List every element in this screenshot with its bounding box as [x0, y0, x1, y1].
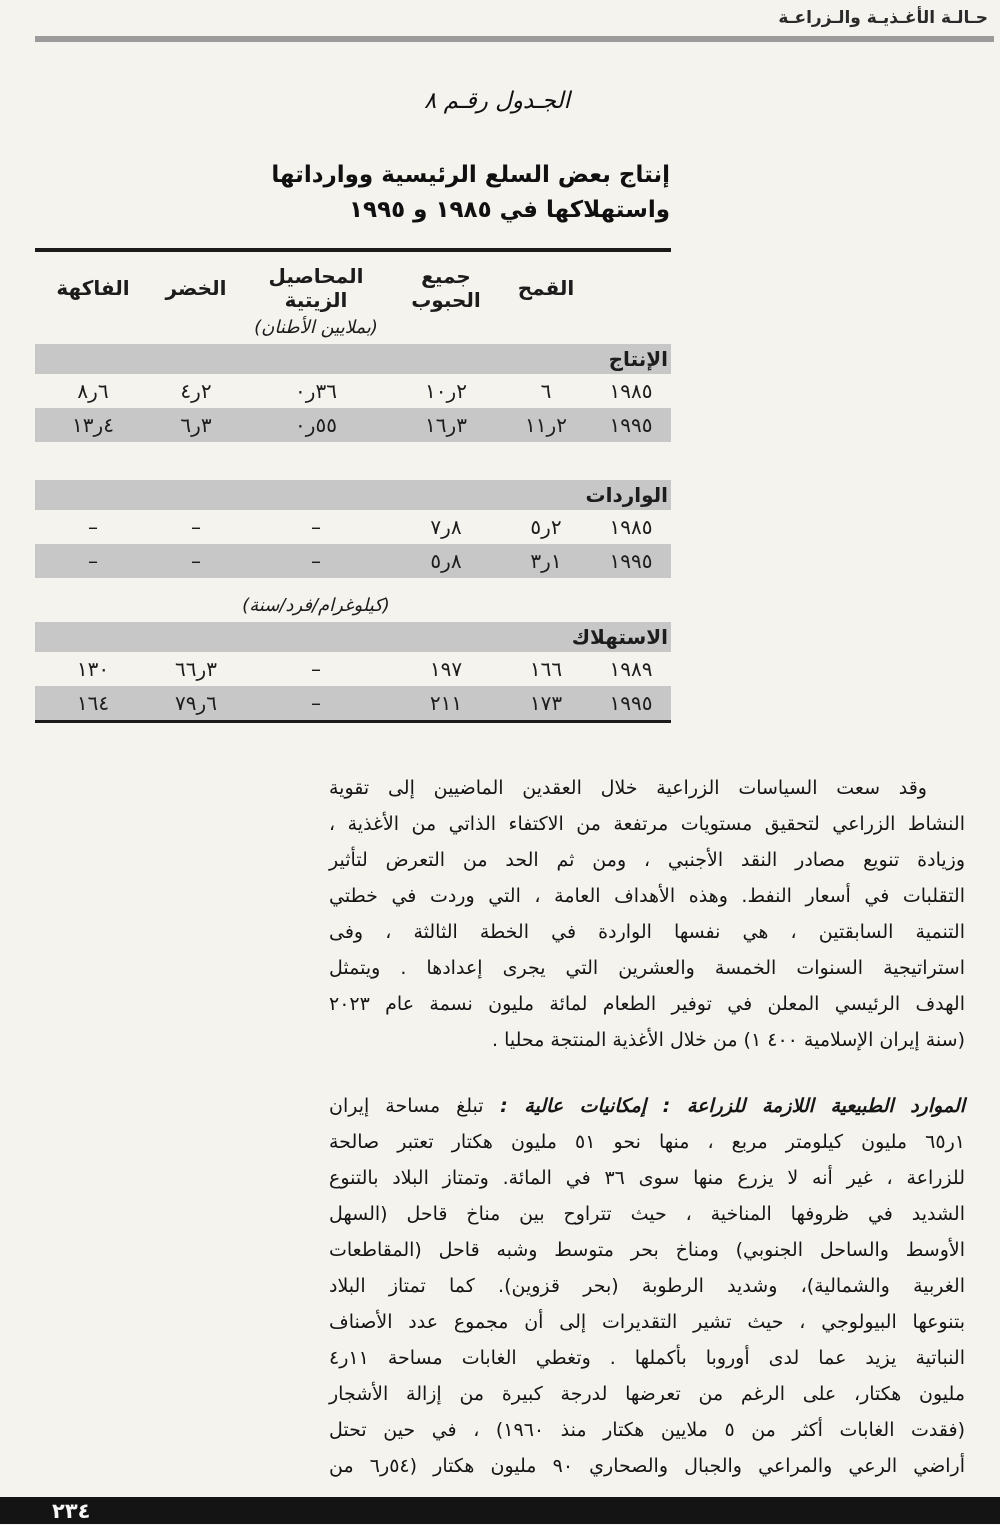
cereals-cell: ٣ر١٦: [425, 413, 467, 437]
body-paragraph-1: [329, 770, 965, 1058]
wheat-cell: ٢ر٥: [530, 515, 562, 539]
year-cell: ١٩٩٥: [609, 691, 653, 715]
table-row-production-1995: [35, 408, 671, 442]
cereals-cell: ٢١١: [429, 691, 463, 715]
col-header-year: [591, 276, 671, 288]
unit-label-million-tons: (بملايين الأطنان): [254, 316, 378, 338]
oilcrops-cell: ٥٥ر٠: [295, 413, 337, 437]
oilcrops-cell: –: [311, 657, 321, 681]
table-header-row: [35, 252, 671, 312]
vegetables-cell: ٦ر٧٩: [175, 691, 217, 715]
table-unit-row-tons: [35, 312, 671, 342]
oilcrops-cell: –: [311, 515, 321, 539]
table-caption: الجـدول رقـم ٨: [423, 88, 570, 114]
text-line: النشاط الزراعي لتحقيق مستويات مرتفعة من الاكتفاء الذاتي من الأغذية ،: [329, 813, 965, 835]
text-line: التنمية السابقتين ، هي نفسها الواردة في الخطة الثالثة ، وفى: [329, 921, 965, 943]
vegetables-cell: –: [191, 515, 201, 539]
cereals-cell: ٢ر١٠: [425, 379, 467, 403]
commodity-table: [35, 248, 671, 723]
text-line: (سنة إيران الإسلامية ٤٠٠ ١) من خلال الأغذية المنتجة محليا .: [492, 1029, 965, 1051]
section-band-production: [35, 344, 671, 374]
table-row-production-1985: [35, 374, 671, 408]
table-section-gap: [35, 442, 671, 478]
wheat-cell: ١٦٦: [529, 657, 563, 681]
text-line: وقد سعت السياسات الزراعية خلال العقدين الماضيين إلى تقوية: [329, 777, 927, 799]
table-row-imports-1995: [35, 544, 671, 578]
section-label: الواردات: [585, 483, 668, 507]
wheat-cell: ٢ر١١: [525, 413, 567, 437]
wheat-cell: ٦: [540, 379, 552, 403]
vegetables-cell: ٢ر٤: [180, 379, 212, 403]
wheat-cell: ١٧٣: [529, 691, 563, 715]
page-number: ٢٣٤: [52, 1498, 91, 1523]
table-unit-row-kg: [35, 590, 671, 620]
text-line: ١ر٦٥ مليون كيلومتر مربع ، منها نحو ٥١ مليون هكتار تعتبر صالحة: [329, 1131, 965, 1153]
fruit-cell: ٦ر٨: [77, 379, 109, 403]
table-title-line1: إنتاج بعض السلع الرئيسية ووارداتها: [271, 162, 670, 188]
running-header: حـالـة الأغـذيـة والـزراعـة: [778, 8, 988, 28]
vegetables-cell: ٣ر٦٦: [175, 657, 217, 681]
fruit-cell: –: [88, 515, 98, 539]
footer-bar: [0, 1497, 1000, 1524]
col-header-oilcrops: المحاصيل الزيتية: [268, 264, 364, 312]
table-row-consumption-1989: [35, 652, 671, 686]
text-line: مليون هكتار، على الرغم من تعرضها لدرجة كبيرة من إزالة الأشجار: [329, 1383, 965, 1405]
col-header-wheat: القمح: [517, 276, 575, 300]
fruit-cell: ١٦٤: [76, 691, 110, 715]
section-band-imports: [35, 480, 671, 510]
vegetables-cell: –: [191, 549, 201, 573]
table-section-gap: [35, 578, 671, 590]
oilcrops-cell: –: [311, 549, 321, 573]
oilcrops-cell: ٣٦ر٠: [295, 379, 337, 403]
col-header-cereals: جميع الحبوب: [411, 264, 481, 312]
table-row-consumption-1995: [35, 686, 671, 720]
table-bottom-border: [35, 720, 671, 723]
col-header-vegetables: الخضر: [165, 276, 227, 300]
text-line: بتنوعها البيولوجي ، حيث تشير التقديرات إلى أن مجموع عدد الأصناف: [329, 1311, 965, 1333]
table-title: [271, 158, 670, 228]
cereals-cell: ١٩٧: [429, 657, 463, 681]
text-line: الغربية والشمالية)، وشديد الرطوبة (بحر قزوين). كما تمتاز البلاد: [329, 1275, 965, 1297]
section-band-consumption: [35, 622, 671, 652]
year-cell: ١٩٨٩: [609, 657, 653, 681]
cereals-cell: ٨ر٧: [430, 515, 462, 539]
unit-label-kg-per-capita: (كيلوغرام/فرد/سنة): [242, 594, 390, 616]
fruit-cell: –: [88, 549, 98, 573]
text-line-with-lead: [329, 1088, 965, 1124]
year-cell: ١٩٩٥: [609, 549, 653, 573]
text-line: الشديد في ظروفها المناخية ، حيث تتراوح بين مناخ قاحل (السهل: [329, 1203, 965, 1225]
text-line: للزراعة ، غير أنه لا يزرع منها سوى ٣٦ في المائة. وتمتاز البلاد بالتنوع: [329, 1167, 965, 1189]
fruit-cell: ٤ر١٣: [72, 413, 114, 437]
text-line: (فقدت الغابات أكثر من ٥ ملايين هكتار منذ ١٩٦٠) ، في حين تحتل: [329, 1419, 965, 1441]
section-label: الاستهلاك: [571, 625, 668, 649]
lead-line-rest: تبلغ مساحة إيران: [329, 1095, 484, 1117]
text-line: النباتية يزيد عما لدى أوروبا بأكملها . وتغطي الغابات مساحة ١١ر٤: [329, 1347, 965, 1369]
text-line: أراضي الرعي والمراعي والجبال والصحاري ٩٠ مليون هكتار (٥٤ر٦ من: [329, 1455, 965, 1477]
text-line: الأوسط والساحل الجنوبي) ومناخ بحر متوسط وشبه قاحل (المقاطعات: [329, 1239, 965, 1261]
table-title-line2: واستهلاكها في ١٩٨٥ و ١٩٩٥: [349, 197, 670, 223]
paragraph-lead-heading: الموارد الطبيعية اللازمة للزراعة : إمكانيات عالية :: [483, 1095, 966, 1117]
fruit-cell: ١٣٠: [76, 657, 110, 681]
cereals-cell: ٨ر٥: [430, 549, 462, 573]
body-paragraph-2: [329, 1088, 965, 1484]
header-rule: [35, 36, 994, 42]
year-cell: ١٩٨٥: [609, 515, 653, 539]
col-header-fruit: الفاكهة: [56, 276, 130, 300]
text-line: وزيادة تنويع مصادر النقد الأجنبي ، ومن ثم الحد من التعرض لتأثير: [329, 849, 965, 871]
table-row-imports-1985: [35, 510, 671, 544]
text-line: الهدف الرئيسي المعلن في توفير الطعام لمائة مليون نسمة عام ٢٠٢٣: [329, 993, 965, 1015]
wheat-cell: ١ر٣: [530, 549, 562, 573]
text-line: التقلبات في أسعار النفط. وهذه الأهداف العامة ، التي وردت في خطتي: [329, 885, 965, 907]
vegetables-cell: ٣ر٦: [180, 413, 212, 437]
text-line: استراتيجية السنوات الخمسة والعشرين التي يجرى إعدادها . ويتمثل: [329, 957, 965, 979]
year-cell: ١٩٨٥: [609, 379, 653, 403]
oilcrops-cell: –: [311, 691, 321, 715]
year-cell: ١٩٩٥: [609, 413, 653, 437]
section-label: الإنتاج: [608, 347, 668, 371]
